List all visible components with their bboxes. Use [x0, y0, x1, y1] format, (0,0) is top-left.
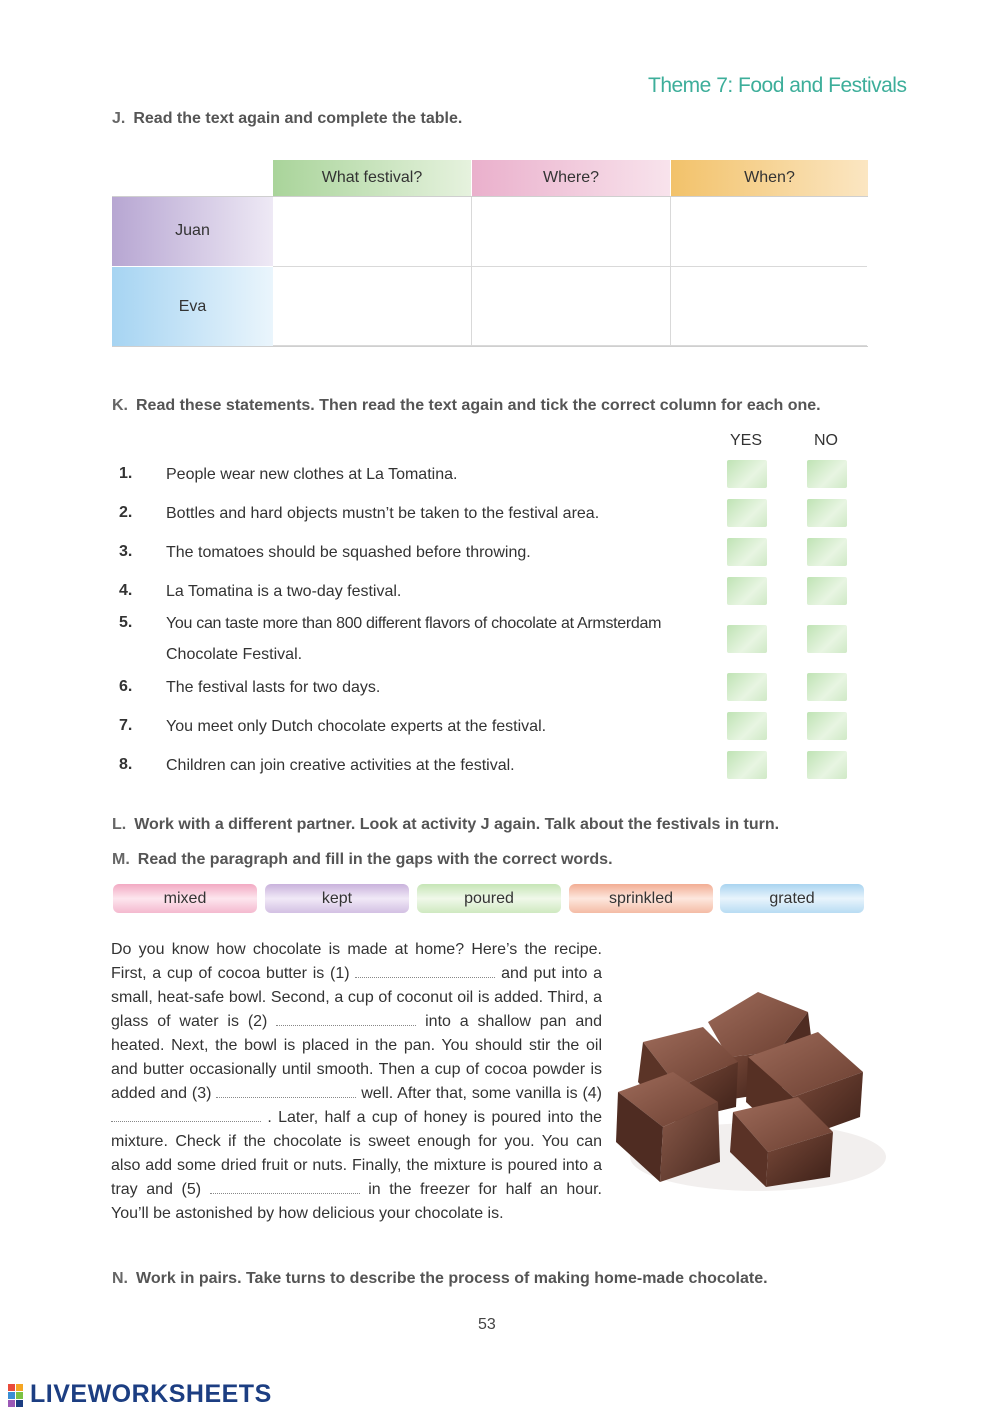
word-bank-mixed[interactable]: mixed [113, 884, 257, 913]
table-row-label-eva: Eva [112, 267, 273, 346]
liveworksheets-logo[interactable]: LIVEWORKSHEETS [30, 1380, 272, 1408]
no-tick-box-5[interactable] [807, 625, 847, 653]
table-divider [112, 346, 868, 347]
column-header-yes: YES [730, 432, 763, 449]
yes-tick-box-4[interactable] [727, 577, 767, 605]
instruction-text: Work with a different partner. Look at activity J again. Talk about the festivals in turn. [134, 816, 780, 833]
no-tick-box-6[interactable] [807, 673, 847, 701]
no-tick-box-2[interactable] [807, 499, 847, 527]
section-label: L. [112, 816, 127, 833]
statement-text-continued: Chocolate Festival. [166, 646, 303, 663]
statement-text: La Tomatina is a two-day festival. [166, 583, 402, 600]
gap-2-input[interactable] [276, 1013, 416, 1026]
page-number: 53 [478, 1316, 496, 1333]
statement-number: 3. [119, 543, 133, 560]
instruction-l [112, 816, 779, 834]
statement-number: 1. [119, 465, 133, 482]
statement-text: Bottles and hard objects mustn’t be taken to the festival area. [166, 505, 600, 522]
table-row-label-juan: Juan [112, 196, 273, 266]
instruction-text: Read these statements. Then read the text again and tick the correct column for each one. [136, 397, 821, 414]
statement-text: Children can join creative activities at the festival. [166, 757, 515, 774]
paragraph-text: into a shallow pan and heated. Next, the bowl is placed in the pan. You should stir the oil and butter occasionally until smooth. Then a cup of cocoa powder is added and (3) [111, 1013, 603, 1102]
statement-number: 6. [119, 678, 133, 695]
chocolate-pieces-image [608, 982, 890, 1200]
table-cell-juan-when[interactable] [671, 196, 867, 267]
yes-tick-box-8[interactable] [727, 751, 767, 779]
statement-text: The tomatoes should be squashed before throwing. [166, 544, 531, 561]
yes-tick-box-7[interactable] [727, 712, 767, 740]
table-cell-juan-where[interactable] [472, 196, 671, 267]
paragraph-text: Do you know how chocolate is made at home? Here’s the recipe. First, a cup of cocoa butter is (1) [111, 941, 602, 982]
no-tick-box-3[interactable] [807, 538, 847, 566]
word-bank-grated[interactable]: grated [720, 884, 864, 913]
section-label: N. [112, 1270, 128, 1287]
table-cell-eva-festival[interactable] [273, 267, 472, 346]
instruction-text: Work in pairs. Take turns to describe the process of making home-made chocolate. [136, 1270, 768, 1287]
table-cell-eva-when[interactable] [671, 267, 867, 346]
recipe-paragraph [111, 938, 602, 1226]
word-bank-poured[interactable]: poured [417, 884, 561, 913]
statement-text: People wear new clothes at La Tomatina. [166, 466, 458, 483]
statement-number: 7. [119, 717, 133, 734]
statement-text: You meet only Dutch chocolate experts at the festival. [166, 718, 547, 735]
instruction-n [112, 1270, 768, 1288]
statement-text: The festival lasts for two days. [166, 679, 381, 696]
table-cell-juan-festival[interactable] [273, 196, 472, 267]
section-label: J. [112, 110, 126, 127]
yes-tick-box-1[interactable] [727, 460, 767, 488]
paragraph-text: . Later, half a cup of honey is poured into the mixture. Check if the chocolate is sweet enough for you. You can also add some dried fruit or nuts. Finally, the mixture is poured into a tray and (5) [111, 1109, 602, 1198]
table-divider [112, 196, 868, 197]
statement-number: 8. [119, 756, 133, 773]
no-tick-box-8[interactable] [807, 751, 847, 779]
yes-tick-box-2[interactable] [727, 499, 767, 527]
no-tick-box-4[interactable] [807, 577, 847, 605]
section-label: K. [112, 397, 128, 414]
chocolate-illustration [608, 982, 890, 1200]
no-tick-box-1[interactable] [807, 460, 847, 488]
statement-number: 5. [119, 614, 133, 631]
table-header-when: When? [671, 160, 868, 196]
section-label: M. [112, 851, 130, 868]
instruction-text: Read the paragraph and fill in the gaps with the correct words. [137, 851, 613, 868]
table-header-festival: What festival? [273, 160, 471, 196]
gap-3-input[interactable] [216, 1085, 356, 1098]
paragraph-text: well. After that, some vanilla is (4) [356, 1085, 602, 1102]
theme-title: Theme 7: Food and Festivals [648, 74, 907, 97]
instruction-j [112, 110, 462, 128]
gap-5-input[interactable] [210, 1181, 360, 1194]
yes-tick-box-3[interactable] [727, 538, 767, 566]
table-cell-eva-where[interactable] [472, 267, 671, 346]
instruction-m [112, 851, 613, 869]
paragraph-text: and put into a small, heat-safe bowl. Second, a cup of coconut oil is added. Third, a glass of water is (2) [111, 965, 602, 1030]
gap-4-input[interactable] [111, 1109, 261, 1122]
instruction-text: Read the text again and complete the table. [133, 110, 463, 127]
yes-tick-box-5[interactable] [727, 625, 767, 653]
word-bank-kept[interactable]: kept [265, 884, 409, 913]
paragraph-text: in the freezer for half an hour. You’ll be astonished by how delicious your chocolate is. [111, 1181, 602, 1222]
instruction-k [112, 397, 821, 415]
word-bank-sprinkled[interactable]: sprinkled [569, 884, 713, 913]
yes-tick-box-6[interactable] [727, 673, 767, 701]
statement-text: You can taste more than 800 different flavors of chocolate at Armsterdam [166, 615, 662, 632]
statement-number: 4. [119, 582, 133, 599]
table-header-where: Where? [472, 160, 670, 196]
statement-number: 2. [119, 504, 133, 521]
gap-1-input[interactable] [355, 965, 495, 978]
no-tick-box-7[interactable] [807, 712, 847, 740]
column-header-no: NO [814, 432, 838, 449]
